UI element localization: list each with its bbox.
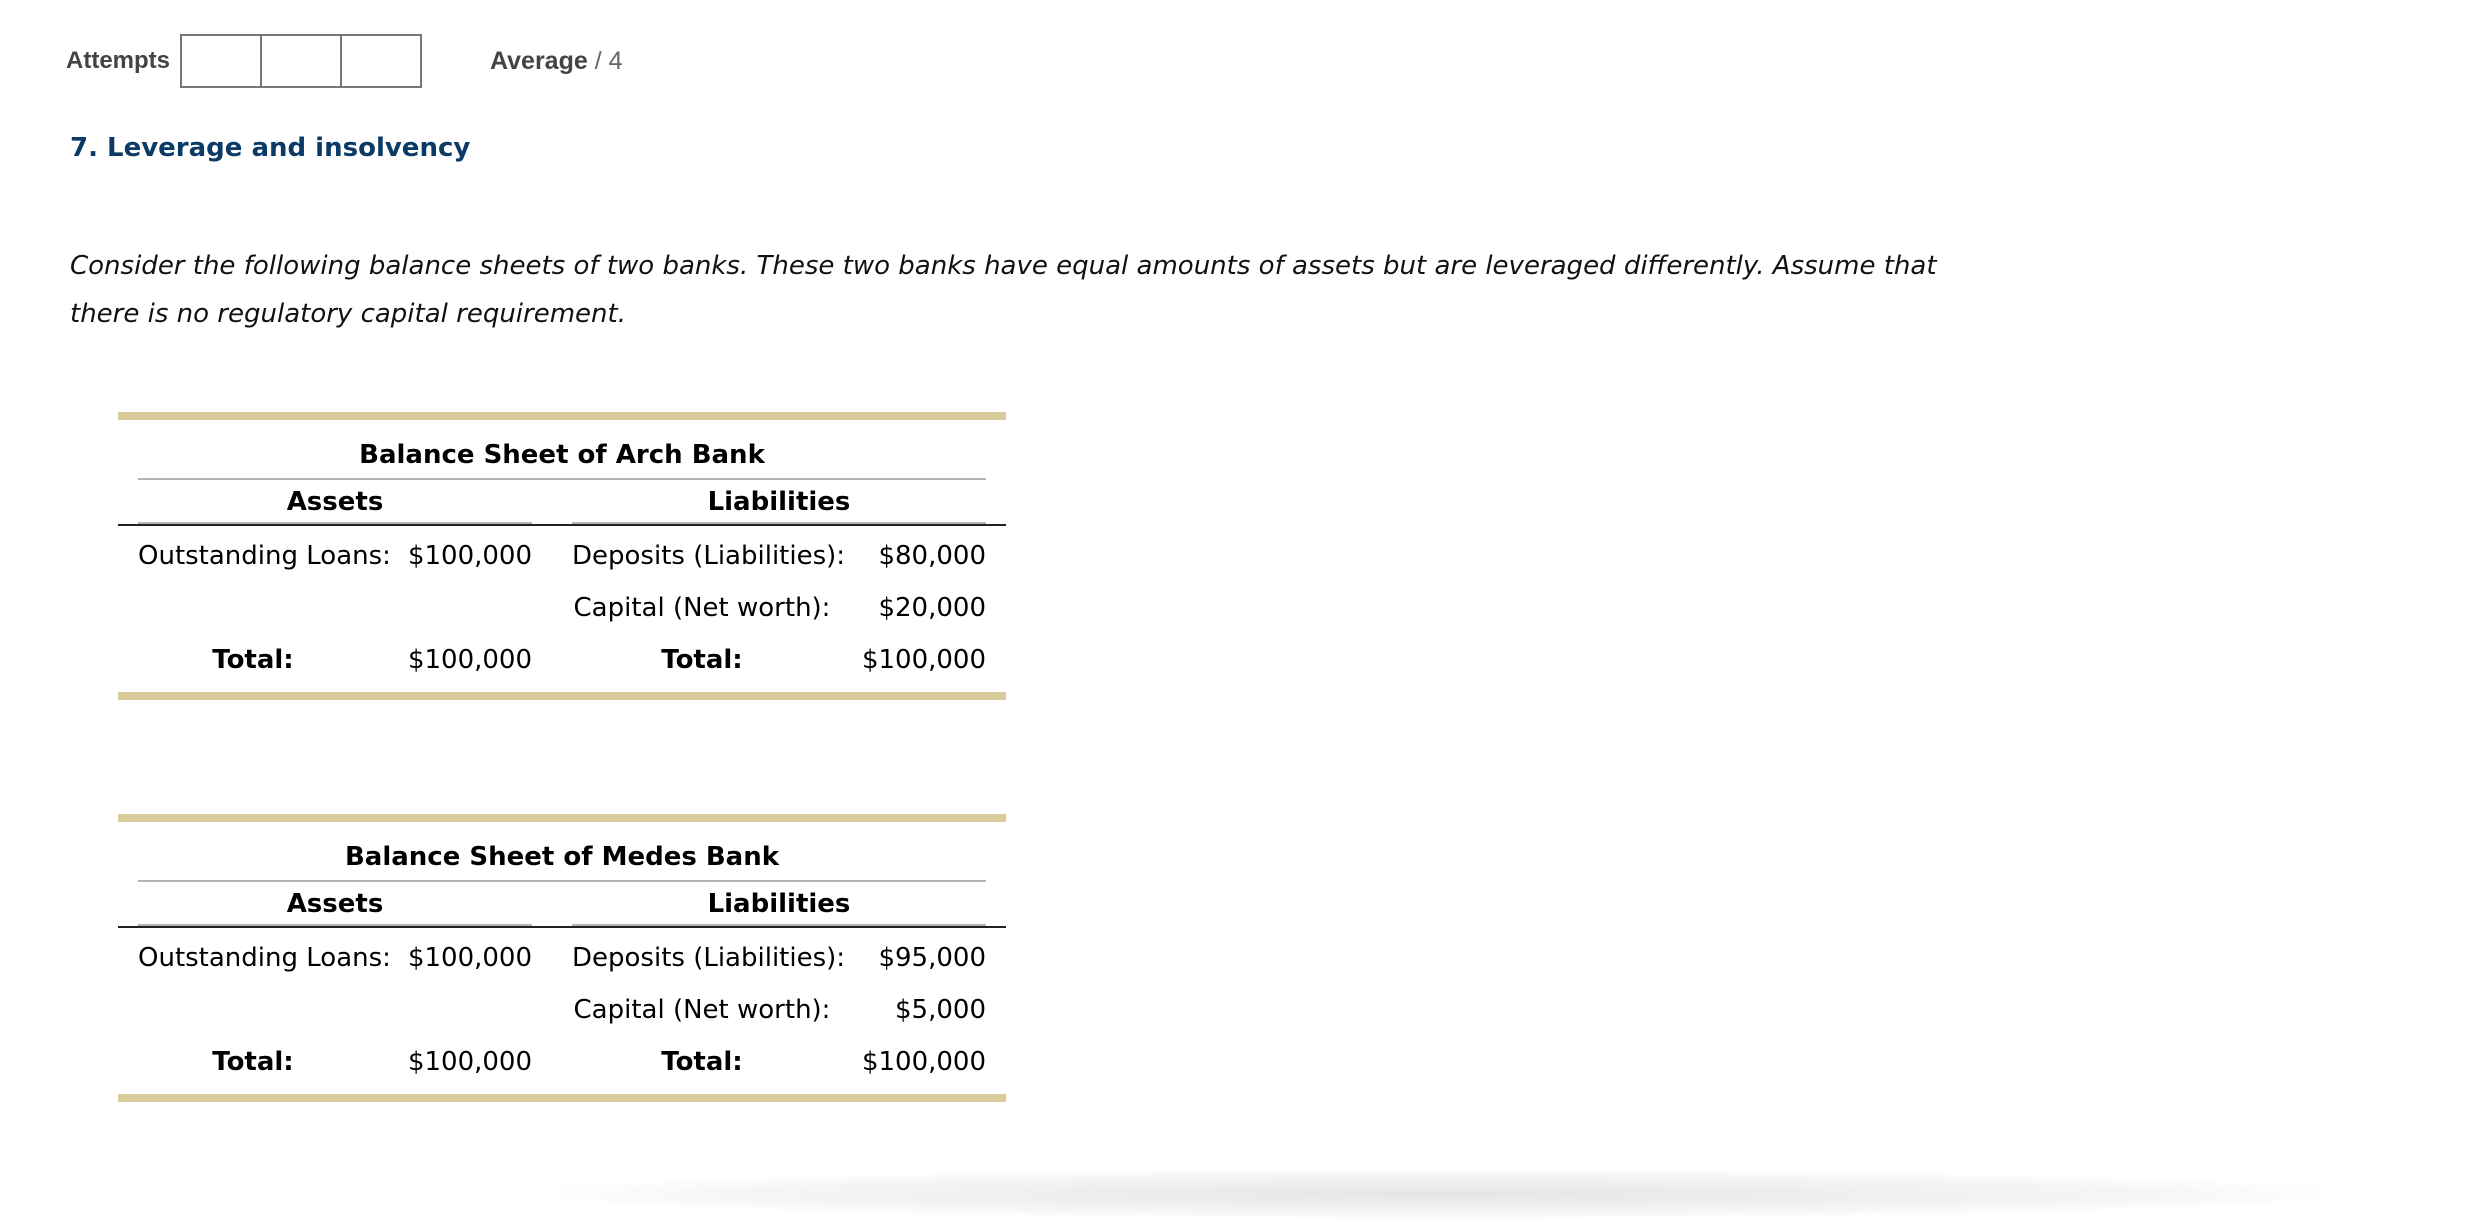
assets-total-label: Total: [212,1047,294,1077]
balance-sheet-arch [118,412,1006,700]
deposits-value: $80,000 [878,541,986,571]
average-separator: / [594,46,602,75]
liabilities-total-value: $100,000 [861,645,986,675]
deposits-label: Deposits (Liabilities): [572,541,846,571]
attempt-box-1 [182,36,262,86]
deposits-value: $95,000 [878,943,986,973]
liabilities-header: Liabilities [572,882,986,926]
liabilities-total-value: $100,000 [861,1047,986,1077]
column-headers [118,882,1006,928]
loans-label: Outstanding Loans: [138,541,391,571]
sheet-title: Balance Sheet of Medes Bank [138,822,986,882]
bottom-rule [118,692,1006,700]
average-score [490,47,623,76]
table-row [118,984,1006,1036]
table-row [118,530,1006,582]
average-max: 4 [608,46,623,75]
total-row [118,1036,1006,1088]
assets-total-value: $100,000 [407,645,532,675]
top-rule [118,412,1006,420]
bottom-shadow [560,1170,2320,1218]
assets-header: Assets [138,480,532,524]
attempt-box-3 [342,36,420,86]
liabilities-total-label: Total: [661,1047,743,1077]
liabilities-header: Liabilities [572,480,986,524]
attempts-label: Attempts [66,47,171,74]
assets-total-label: Total: [212,645,294,675]
table-row [118,932,1006,984]
loans-label: Outstanding Loans: [138,943,391,973]
capital-value: $5,000 [895,995,986,1025]
top-rule [118,814,1006,822]
table-row [118,582,1006,634]
question-intro: Consider the following balance sheets of two banks. These two banks have equal amounts of assets but are leveraged differently. Assume that there is no regulatory capital requirement. [70,251,1937,329]
attempt-box-2 [262,36,342,86]
question-title: 7. Leverage and insolvency [70,133,471,163]
bottom-rule [118,1094,1006,1102]
column-headers [118,480,1006,526]
loans-value: $100,000 [407,943,532,973]
sheet-title: Balance Sheet of Arch Bank [138,420,986,480]
assets-total-value: $100,000 [407,1047,532,1077]
total-row [118,634,1006,686]
capital-label: Capital (Net worth): [573,593,831,623]
attempts-bar [66,34,623,88]
capital-value: $20,000 [878,593,986,623]
assets-header: Assets [138,882,532,926]
average-label: Average [490,46,588,75]
capital-label: Capital (Net worth): [573,995,831,1025]
attempt-boxes [180,34,422,88]
deposits-label: Deposits (Liabilities): [572,943,846,973]
balance-sheet-medes [118,814,1006,1102]
loans-value: $100,000 [407,541,532,571]
liabilities-total-label: Total: [661,645,743,675]
